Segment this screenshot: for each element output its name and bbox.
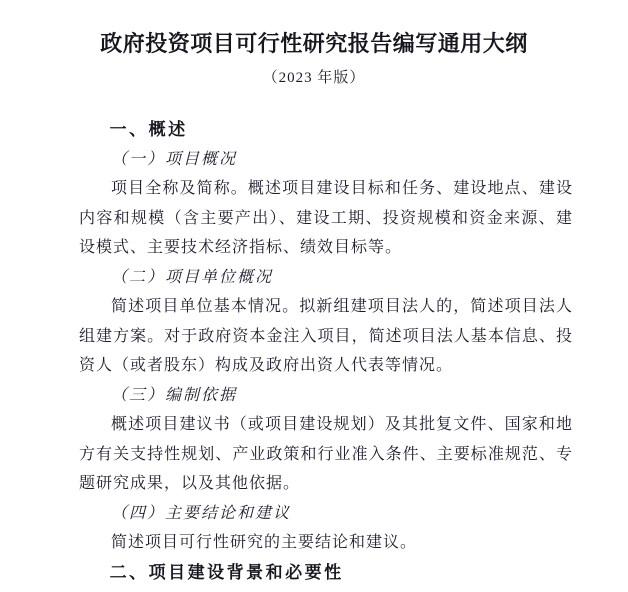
section-heading: 一、概述: [109, 120, 188, 139]
subsection-heading: （四）主要结论和建议: [111, 504, 292, 522]
subsection-heading: （三）编制依据: [111, 386, 238, 404]
section-heading: 二、项目建设背景和必要性: [109, 562, 344, 582]
paragraph: 项目全称及简称。概述项目建设目标和任务、建设地点、建设内容和规模（含主要产出）、建设工期、投资规模和资金来源、建设模式、主要技术经济指标、绩效目标等。: [79, 180, 573, 256]
document-subtitle: （2023 年版）: [262, 70, 366, 86]
paragraph: 概述项目建议书（或项目建设规划）及其批复文件、国家和地方有关支持性规划、产业政策和行业准入条件、主要标准规范、专题研究成果，以及其他依据。: [79, 416, 573, 492]
document-title: 政府投资项目可行性研究报告编写通用大纲: [100, 31, 528, 56]
paragraph: 简述项目单位基本情况。拟新组建项目法人的，简述项目法人组建方案。对于政府资本金注入项目，简述项目法人基本信息、投资人（或者股东）构成及政府出资人代表等情况。: [79, 298, 573, 374]
subsection-heading: （一）项目概况: [111, 150, 238, 168]
subsection-heading: （二）项目单位概况: [111, 268, 274, 286]
document-body: [0, 115, 628, 587]
paragraph: 简述项目可行性研究的主要结论和建议。: [111, 534, 418, 551]
document-header: [0, 0, 628, 88]
